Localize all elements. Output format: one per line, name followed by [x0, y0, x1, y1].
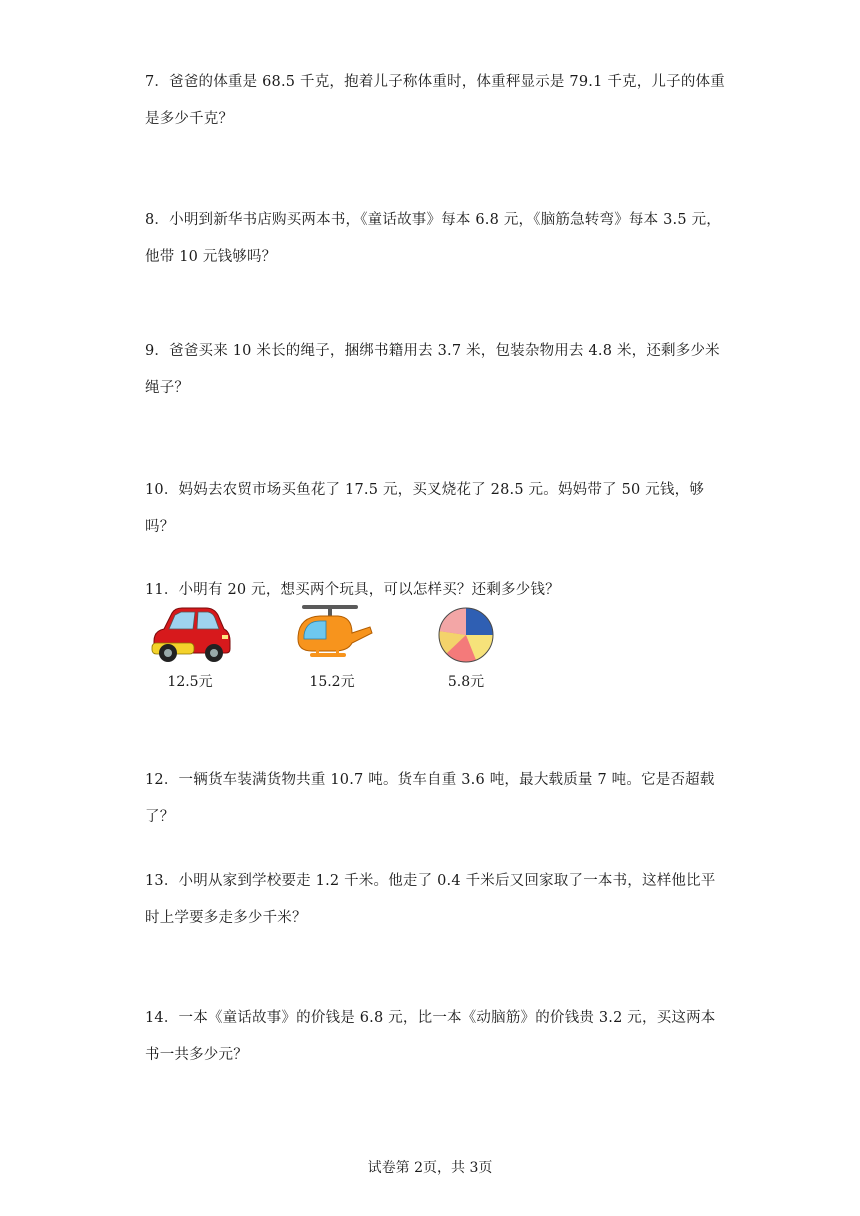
question-8: 8．小明到新华书店购买两本书，《童话故事》每本 6.8 元，《脑筋急转弯》每本 3.5 元，他带 10 元钱够吗？: [145, 212, 721, 265]
toy-car-icon: [148, 603, 232, 665]
question-10: 10．妈妈去农贸市场买鱼花了 17.5 元，买叉烧花了 28.5 元。妈妈带了 50 元钱，够吗？: [145, 482, 705, 535]
toy-helicopter: [287, 603, 377, 691]
beach-ball-price: 5.8元: [447, 674, 485, 690]
page-footer: 试卷第 2页，共 3页: [367, 1160, 493, 1176]
question-14: 14．一本《童话故事》的价钱是 6.8 元，比一本《动脑筋》的价钱贵 3.2 元，买这两本书一共多少元？: [145, 1010, 716, 1063]
question-12: 12．一辆货车装满货物共重 10.7 吨。货车自重 3.6 吨，最大载质量 7 吨。它是否超载了？: [145, 772, 715, 825]
toy-helicopter-price: 15.2元: [309, 674, 355, 690]
question-13: 13．小明从家到学校要走 1.2 千米。他走了 0.4 千米后又回家取了一本书，这样他比平时上学要多走多少千米？: [145, 873, 716, 926]
toy-car-price: 12.5元: [167, 674, 213, 690]
toy-helicopter-icon: [290, 603, 374, 665]
toy-price-row: [145, 603, 545, 695]
question-11: 11．小明有 20 元，想买两个玩具，可以怎样买？还剩多少钱？: [145, 582, 560, 598]
question-7: 7．爸爸的体重是 68.5 千克，抱着儿子称体重时，体重秤显示是 79.1 千克，儿子的体重是多少千克？: [145, 74, 725, 127]
question-9: 9．爸爸买来 10 米长的绳子，捆绑书籍用去 3.7 米，包装杂物用去 4.8 米，还剩多少米绳子？: [145, 343, 720, 396]
beach-ball: [421, 603, 511, 691]
toy-car: [145, 603, 235, 691]
beach-ball-icon: [424, 603, 508, 665]
